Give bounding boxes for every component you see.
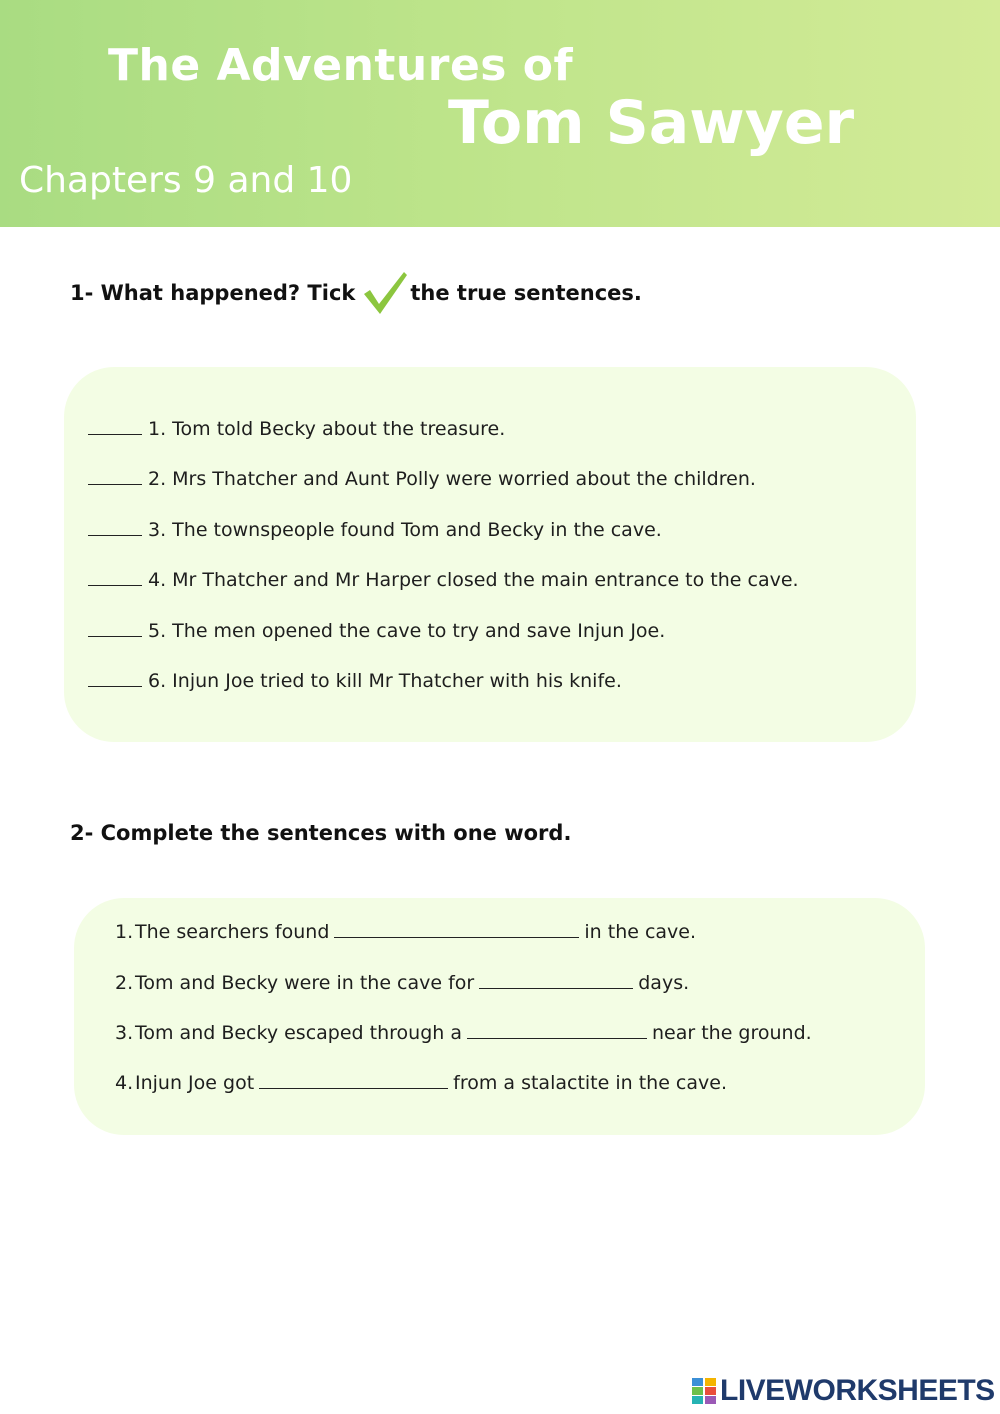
tick-blank-4[interactable] bbox=[88, 567, 142, 586]
header-banner bbox=[0, 0, 1000, 227]
tick-item-6 bbox=[88, 668, 622, 692]
tick-item-2-text: 2. Mrs Thatcher and Aunt Polly were worried about the children. bbox=[148, 468, 756, 490]
liveworksheets-logo[interactable] bbox=[692, 1374, 995, 1408]
fill-item-4-number: 4. bbox=[115, 1072, 134, 1094]
title-line-1: The Adventures of bbox=[108, 40, 574, 91]
fill-blank-1[interactable] bbox=[334, 919, 579, 938]
tick-blank-2[interactable] bbox=[88, 466, 142, 485]
tick-item-3 bbox=[88, 517, 662, 541]
question-1-heading-start: 1- What happened? Tick bbox=[70, 281, 356, 305]
tick-item-4-text: 4. Mr Thatcher and Mr Harper closed the main entrance to the cave. bbox=[148, 569, 799, 591]
tick-item-2 bbox=[88, 466, 756, 490]
tick-item-3-text: 3. The townspeople found Tom and Becky in the cave. bbox=[148, 519, 662, 541]
tick-item-1 bbox=[88, 416, 505, 440]
fill-item-2-after: days. bbox=[638, 972, 690, 994]
tick-blank-6[interactable] bbox=[88, 668, 142, 687]
fill-item-1-number: 1. bbox=[115, 921, 134, 943]
tick-blank-5[interactable] bbox=[88, 618, 142, 637]
fill-blank-4[interactable] bbox=[259, 1070, 448, 1089]
chapters-subtitle: Chapters 9 and 10 bbox=[19, 160, 353, 201]
checkmark-icon bbox=[360, 268, 410, 318]
fill-item-4-before: Injun Joe got bbox=[135, 1072, 255, 1094]
fill-item-2-number: 2. bbox=[115, 972, 134, 994]
tick-item-4 bbox=[88, 567, 799, 591]
liveworksheets-logo-text: LIVEWORKSHEETS bbox=[720, 1374, 995, 1407]
tick-item-6-text: 6. Injun Joe tried to kill Mr Thatcher with his knife. bbox=[148, 670, 622, 692]
fill-item-4 bbox=[115, 1070, 727, 1094]
tick-item-5-text: 5. The men opened the cave to try and save Injun Joe. bbox=[148, 620, 666, 642]
tick-blank-1[interactable] bbox=[88, 416, 142, 435]
fill-item-4-after: from a stalactite in the cave. bbox=[453, 1072, 727, 1094]
tick-item-5 bbox=[88, 618, 665, 642]
fill-item-2-before: Tom and Becky were in the cave for bbox=[135, 972, 475, 994]
tick-item-1-text: 1. Tom told Becky about the treasure. bbox=[148, 418, 506, 440]
liveworksheets-logo-icon bbox=[692, 1378, 716, 1404]
question-2-heading: 2- Complete the sentences with one word. bbox=[70, 821, 572, 845]
fill-item-3-number: 3. bbox=[115, 1022, 134, 1044]
fill-item-1 bbox=[115, 919, 696, 943]
tick-blank-3[interactable] bbox=[88, 517, 142, 536]
question-1-heading bbox=[70, 278, 642, 308]
fill-item-3-after: near the ground. bbox=[651, 1022, 812, 1044]
title-line-2: Tom Sawyer bbox=[448, 88, 855, 158]
fill-item-3-before: Tom and Becky escaped through a bbox=[135, 1022, 462, 1044]
fill-item-3 bbox=[115, 1020, 812, 1044]
fill-blank-3[interactable] bbox=[467, 1020, 647, 1039]
fill-blank-2[interactable] bbox=[479, 970, 633, 989]
fill-item-2 bbox=[115, 970, 689, 994]
fill-item-1-before: The searchers found bbox=[135, 921, 330, 943]
question-1-heading-end: the true sentences. bbox=[410, 281, 642, 305]
fill-item-1-after: in the cave. bbox=[584, 921, 697, 943]
